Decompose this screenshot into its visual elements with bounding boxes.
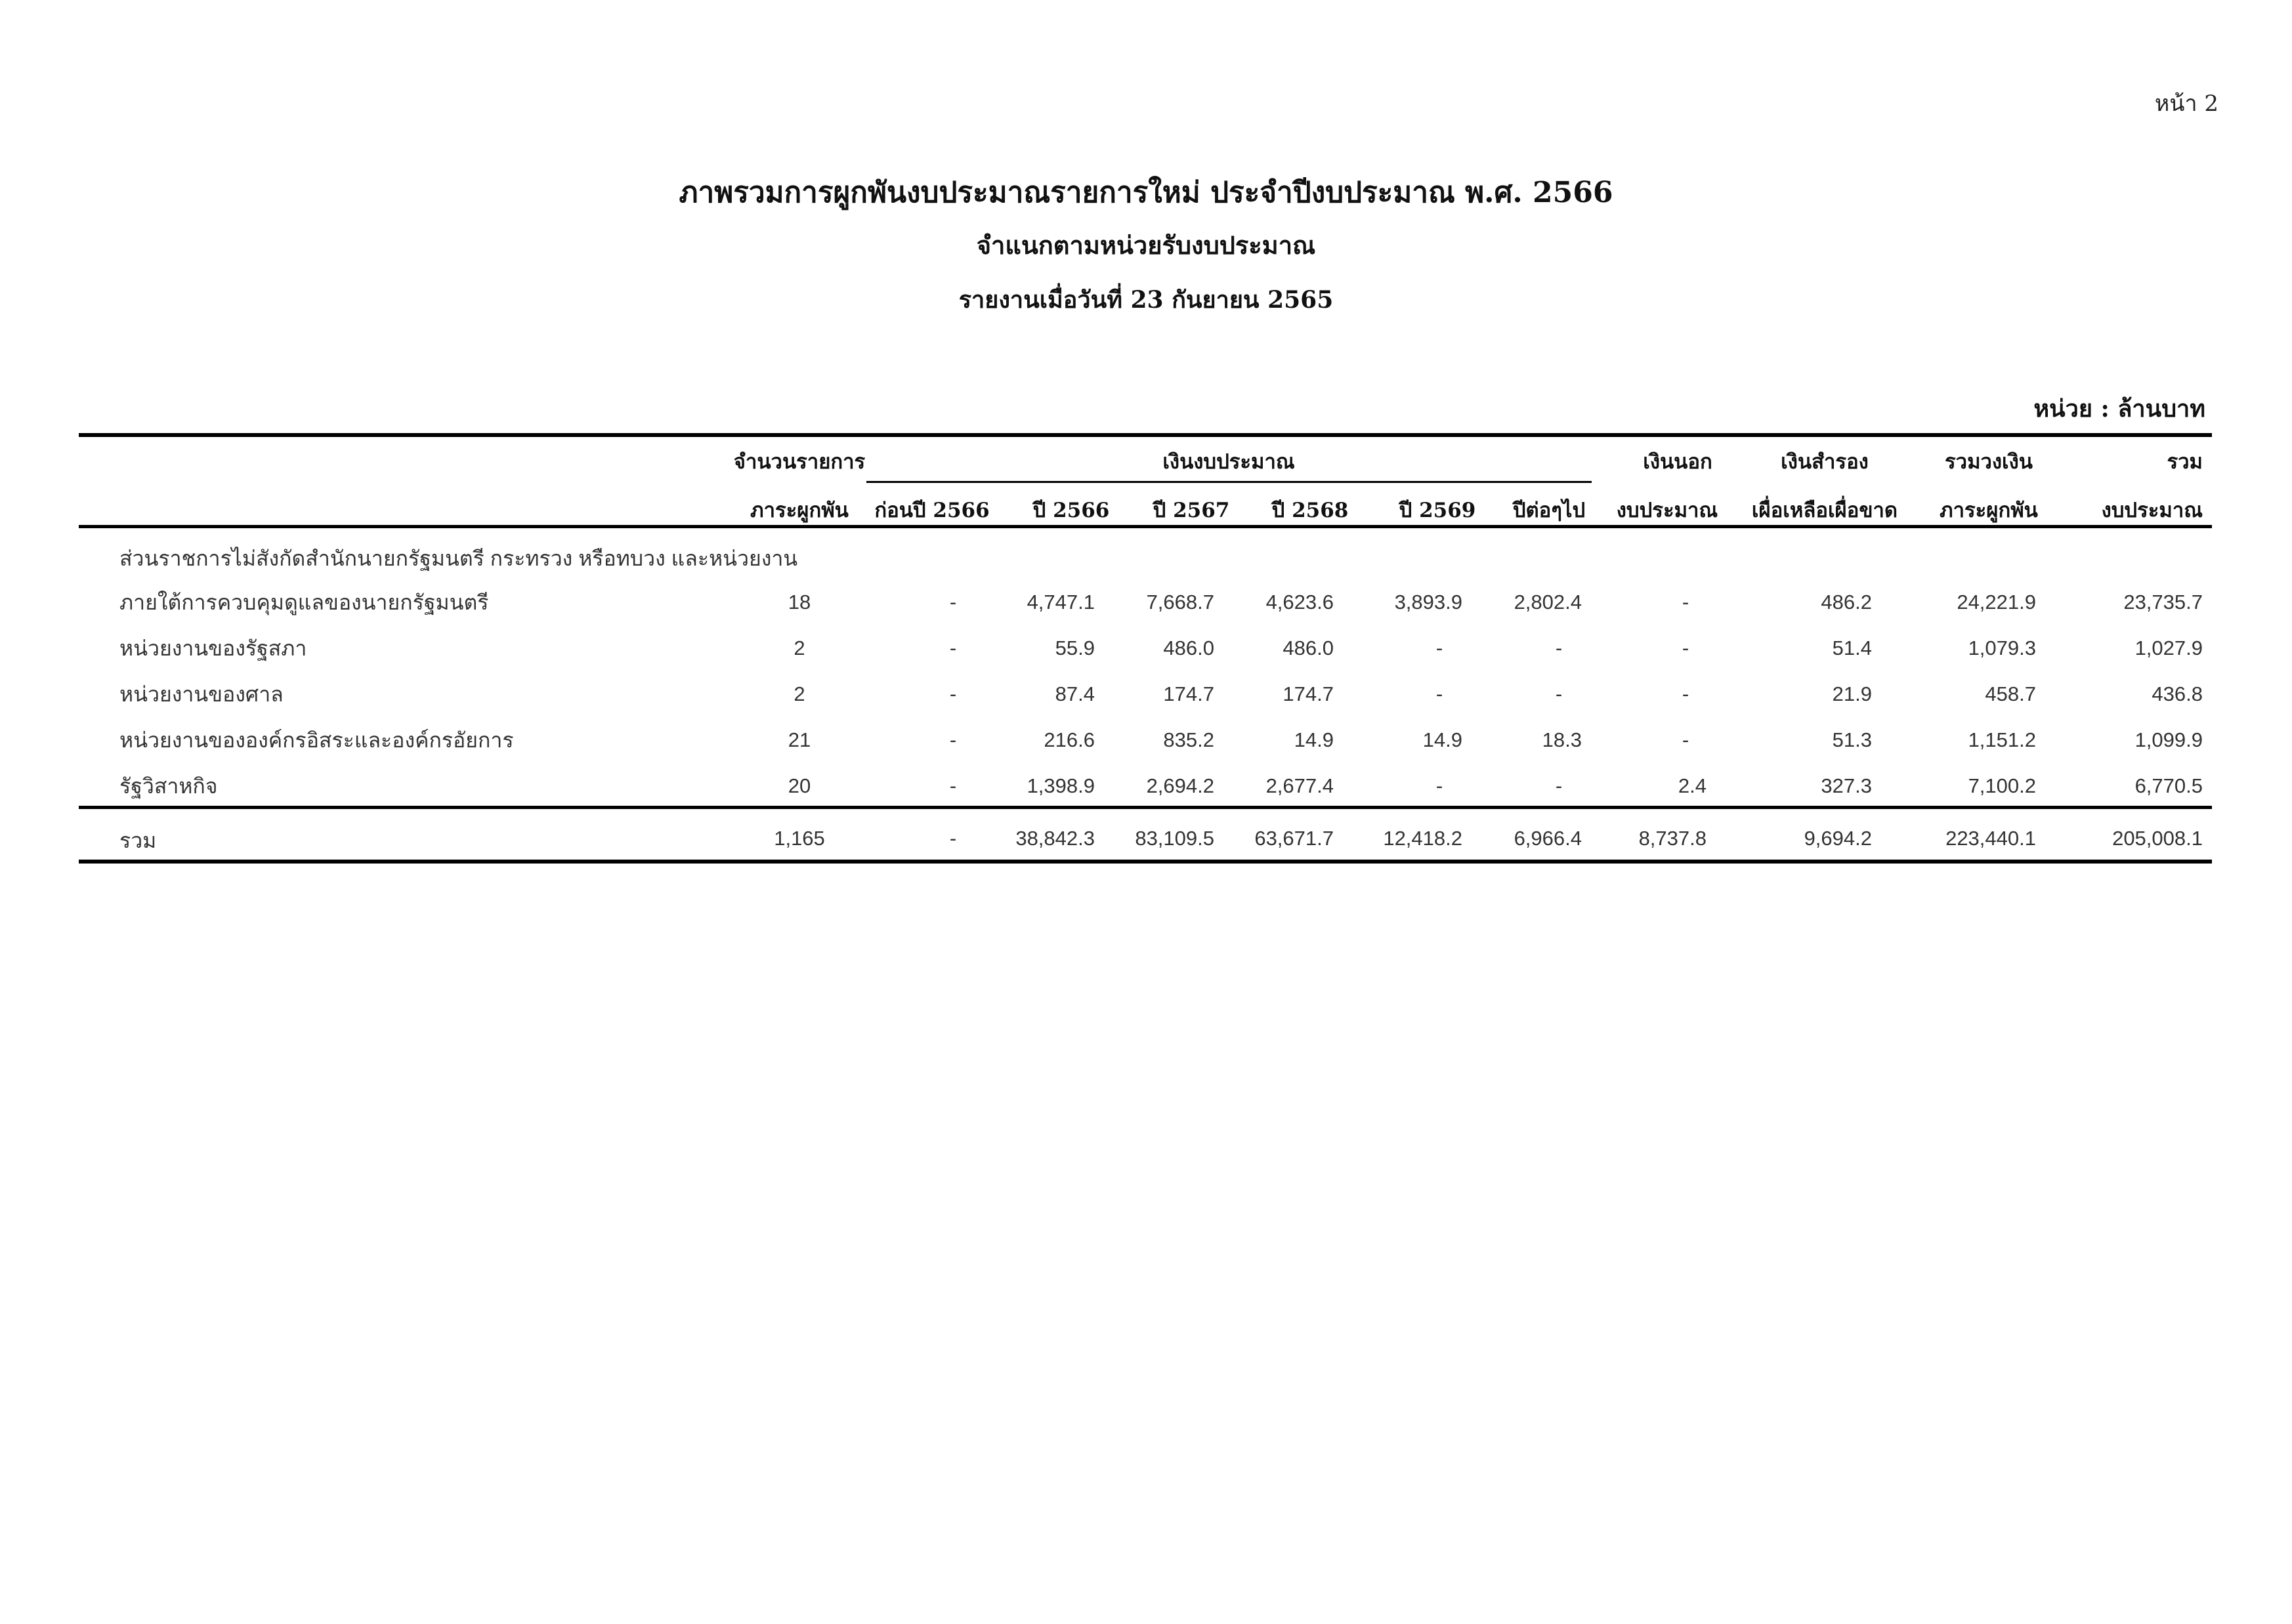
cell-y2568: 4,623.6: [1265, 591, 1334, 614]
cell-y2569: -: [1435, 774, 1443, 797]
cell-y2568: 486.0: [1283, 636, 1334, 659]
rule-total-top: [79, 806, 2212, 809]
cell-y2568: 14.9: [1294, 728, 1334, 751]
total-total-commit: 223,440.1: [1945, 827, 2036, 850]
header-count-line1: จำนวนรายการ: [733, 450, 866, 474]
row-label: ภายใต้การควบคุมดูแลของนายกรัฐมนตรี: [119, 591, 489, 614]
cell-before: -: [949, 636, 957, 659]
total-total-budget: 205,008.1: [2112, 827, 2203, 850]
cell-reserve: 51.3: [1832, 728, 1872, 751]
cell-y2569: -: [1435, 636, 1443, 659]
cell-y2569: -: [1435, 682, 1443, 705]
cell-y2566: 87.4: [1055, 682, 1095, 705]
header-reserve-line1: เงินสำรอง: [1781, 450, 1869, 474]
cell-offbudget: -: [1682, 636, 1689, 659]
rule-top: [79, 433, 2212, 437]
unit-label: หน่วย : ล้านบาท: [2033, 395, 2205, 423]
header-y2568: ปี 2568: [1271, 499, 1349, 522]
cell-y2567: 7,668.7: [1146, 591, 1214, 614]
total-label: รวม: [119, 829, 157, 852]
cell-offbudget: -: [1682, 682, 1689, 705]
cell-before: -: [949, 728, 957, 751]
cell-later: -: [1555, 682, 1563, 705]
cell-later: -: [1555, 774, 1563, 797]
header-offbudget-line2: งบประมาณ: [1616, 499, 1718, 522]
cell-y2566: 4,747.1: [1027, 591, 1095, 614]
report-title: ภาพรวมการผูกพันงบประมาณรายการใหม่ ประจำปีงบประมาณ พ.ศ. 2566: [679, 176, 1613, 209]
cell-count: 20: [788, 774, 811, 797]
cell-total-commit: 1,079.3: [1968, 636, 2036, 659]
rule-budget-group: [866, 481, 1592, 483]
total-offbudget: 8,737.8: [1638, 827, 1707, 850]
total-y2567: 83,109.5: [1135, 827, 1214, 850]
total-count: 1,165: [774, 827, 825, 850]
cell-count: 2: [794, 636, 805, 659]
cell-before: -: [949, 682, 957, 705]
cell-total-budget: 23,735.7: [2123, 591, 2203, 614]
total-y2566: 38,842.3: [1015, 827, 1095, 850]
cell-total-commit: 458.7: [1985, 682, 2036, 705]
cell-total-commit: 24,221.9: [1957, 591, 2036, 614]
cell-total-budget: 436.8: [2152, 682, 2203, 705]
row-label: หน่วยงานของรัฐสภา: [119, 636, 307, 660]
total-reserve: 9,694.2: [1804, 827, 1872, 850]
cell-later: 2,802.4: [1514, 591, 1582, 614]
header-total-commit-line2: ภาระผูกพัน: [1940, 499, 2038, 522]
cell-count: 21: [788, 728, 811, 751]
row-label: หน่วยงานขององค์กรอิสระและองค์กรอัยการ: [119, 728, 514, 752]
header-budget-group: เงินงบประมาณ: [1162, 450, 1295, 474]
header-total-commit-line1: รวมวงเงิน: [1945, 450, 2033, 474]
header-count-line2: ภาระผูกพัน: [750, 499, 849, 522]
cell-y2566: 1,398.9: [1027, 774, 1095, 797]
cell-reserve: 51.4: [1832, 636, 1872, 659]
row-label: หน่วยงานของศาล: [119, 682, 284, 706]
page-number: หน้า 2: [2154, 91, 2218, 117]
total-later: 6,966.4: [1514, 827, 1582, 850]
cell-offbudget: -: [1682, 728, 1689, 751]
cell-before: -: [949, 774, 957, 797]
header-y2567: ปี 2567: [1153, 499, 1230, 522]
total-y2569: 12,418.2: [1383, 827, 1462, 850]
cell-count: 18: [788, 591, 811, 614]
cell-y2569: 14.9: [1422, 728, 1462, 751]
header-total-budget-line1: รวม: [2167, 450, 2203, 474]
cell-y2569: 3,893.9: [1394, 591, 1462, 614]
header-before-2566: ก่อนปี 2566: [874, 499, 990, 522]
cell-y2568: 174.7: [1283, 682, 1334, 705]
cell-reserve: 327.3: [1821, 774, 1872, 797]
cell-y2567: 174.7: [1163, 682, 1214, 705]
total-y2568: 63,671.7: [1254, 827, 1334, 850]
cell-total-budget: 1,027.9: [2134, 636, 2203, 659]
cell-y2567: 2,694.2: [1146, 774, 1214, 797]
header-offbudget-line1: เงินนอก: [1643, 450, 1712, 474]
header-reserve-line2: เผื่อเหลือเผื่อขาด: [1751, 499, 1898, 522]
header-total-budget-line2: งบประมาณ: [2101, 499, 2203, 522]
header-later: ปีต่อๆไป: [1512, 499, 1586, 522]
cell-before: -: [949, 591, 957, 614]
cell-offbudget: -: [1682, 591, 1689, 614]
report-date: รายงานเมื่อวันที่ 23 กันยายน 2565: [958, 286, 1334, 314]
total-before: -: [949, 827, 957, 850]
cell-total-budget: 6,770.5: [2134, 774, 2203, 797]
cell-y2567: 835.2: [1163, 728, 1214, 751]
cell-total-commit: 7,100.2: [1968, 774, 2036, 797]
cell-y2568: 2,677.4: [1265, 774, 1334, 797]
cell-offbudget: 2.4: [1678, 774, 1707, 797]
cell-reserve: 486.2: [1821, 591, 1872, 614]
cell-y2566: 216.6: [1044, 728, 1095, 751]
header-y2569: ปี 2569: [1399, 499, 1476, 522]
cell-y2567: 486.0: [1163, 636, 1214, 659]
header-y2566: ปี 2566: [1032, 499, 1110, 522]
cell-y2566: 55.9: [1055, 636, 1095, 659]
cell-reserve: 21.9: [1832, 682, 1872, 705]
rule-bottom: [79, 860, 2212, 864]
cell-total-budget: 1,099.9: [2134, 728, 2203, 751]
cell-count: 2: [794, 682, 805, 705]
row-label-line1: ส่วนราชการไม่สังกัดสำนักนายกรัฐมนตรี กระทรวง หรือทบวง และหน่วยงาน: [119, 547, 798, 570]
cell-total-commit: 1,151.2: [1968, 728, 2036, 751]
cell-later: -: [1555, 636, 1563, 659]
row-label: รัฐวิสาหกิจ: [119, 774, 218, 798]
cell-later: 18.3: [1542, 728, 1582, 751]
report-subtitle: จำแนกตามหน่วยรับงบประมาณ: [976, 230, 1316, 260]
